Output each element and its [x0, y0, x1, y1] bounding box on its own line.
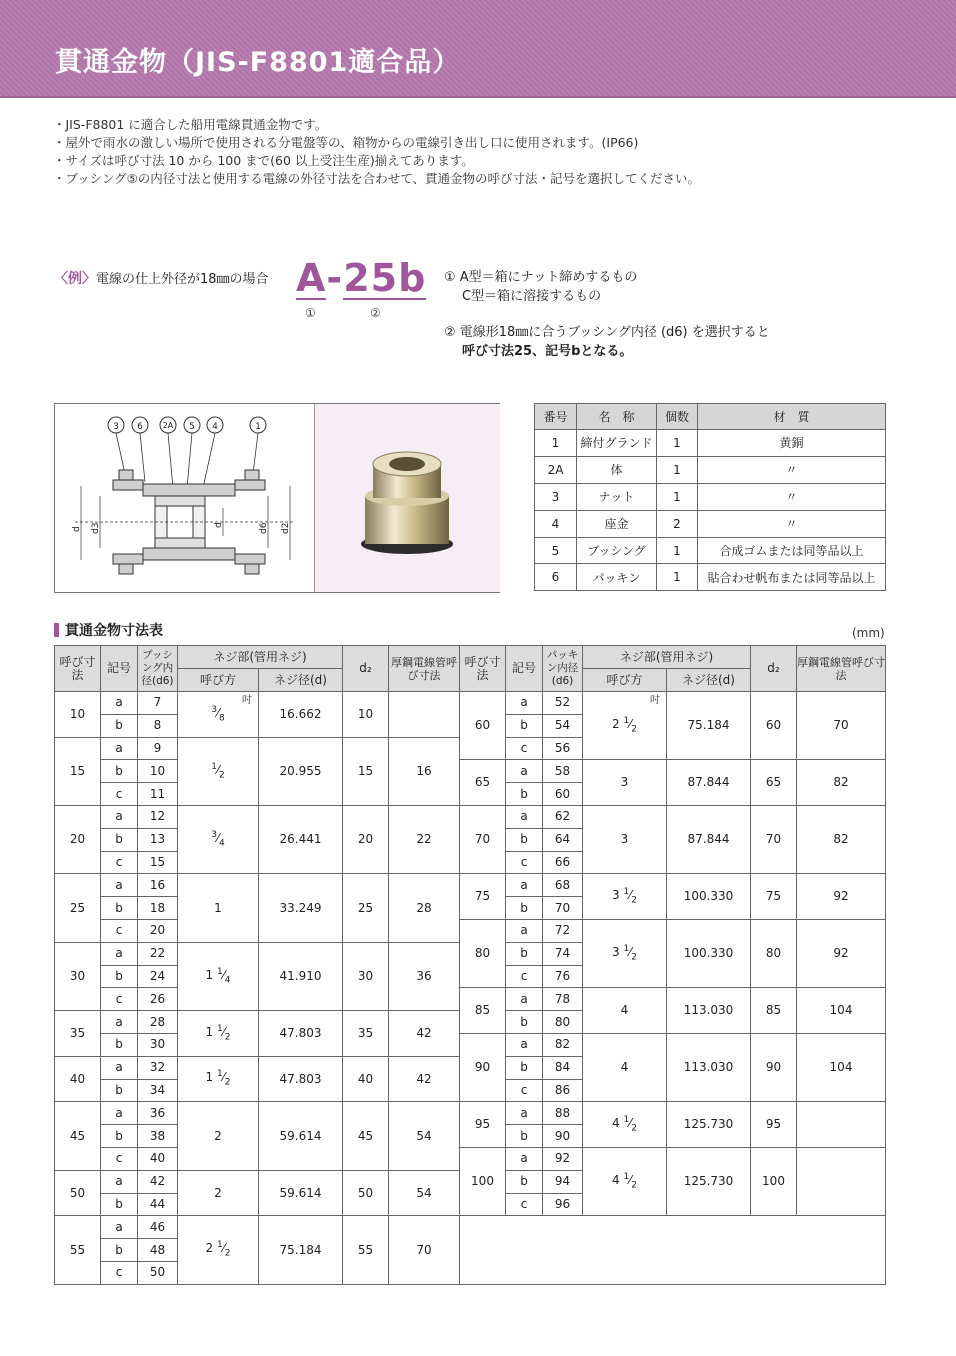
feature-item: ・JIS-F8801 に適合した船用電線貫通金物です。 [53, 117, 328, 132]
empty-block [460, 1216, 886, 1284]
code-value: c [101, 919, 138, 942]
d2-value: 40 [343, 1056, 389, 1102]
model-dash: - [326, 256, 344, 300]
col-thread-right: ネジ部(管用ネジ) [583, 646, 751, 669]
thread-callname: 2 [178, 1102, 259, 1170]
pipe-size: 92 [797, 919, 886, 987]
col-diameter-right: ネジ径(d) [667, 669, 751, 692]
code-value: b [506, 1011, 543, 1034]
col-callname-right: 呼び方 [583, 669, 667, 692]
size-value: 90 [460, 1033, 506, 1101]
packing-diameter: 92 [543, 1147, 583, 1170]
parts-col-material: 材 質 [698, 404, 886, 430]
pipe-size: 54 [389, 1170, 460, 1216]
packing-diameter: 76 [543, 965, 583, 988]
parts-col-number: 番号 [535, 404, 577, 430]
col-thread-left: ネジ部(管用ネジ) [178, 646, 343, 669]
packing-diameter: 96 [543, 1193, 583, 1216]
pipe-size: 16 [389, 737, 460, 805]
thread-diameter: 87.844 [667, 805, 751, 873]
bushing-diameter: 42 [138, 1170, 178, 1193]
code-value: b [101, 1125, 138, 1148]
packing-diameter: 80 [543, 1011, 583, 1034]
size-value: 45 [55, 1102, 101, 1170]
size-value: 100 [460, 1147, 506, 1215]
thread-diameter: 59.614 [259, 1170, 343, 1216]
size-value: 40 [55, 1056, 101, 1102]
code-value: c [101, 783, 138, 806]
code-value: a [506, 805, 543, 828]
code-value: c [101, 1147, 138, 1170]
code-value: b [506, 1170, 543, 1193]
thread-callname: 2 $^1⁄_2$ 吋 [583, 692, 667, 760]
part-number: 3 [535, 483, 577, 510]
size-value: 75 [460, 874, 506, 920]
part-number: 5 [535, 537, 577, 564]
pipe-size: 22 [389, 805, 460, 873]
thread-callname: 4 [583, 988, 667, 1034]
bushing-diameter: 11 [138, 783, 178, 806]
parts-table [534, 403, 886, 591]
bushing-diameter: 18 [138, 897, 178, 920]
feature-item: ・屋外で雨水の激しい場所で使用される分電盤等の、箱物からの電線引き出し口に使用されます。(IP66) [53, 135, 639, 150]
packing-diameter: 68 [543, 874, 583, 897]
thread-callname: 1 $^1⁄_2$ [178, 1056, 259, 1102]
thread-diameter: 87.844 [667, 760, 751, 806]
part-material: 〃 [698, 456, 886, 483]
packing-diameter: 94 [543, 1170, 583, 1193]
parts-header-row [535, 404, 886, 430]
parts-row [535, 510, 886, 537]
bushing-diameter: 30 [138, 1033, 178, 1056]
model-mark-1: ① [305, 306, 316, 320]
part-name: パッキン [577, 564, 657, 591]
part-number: 1 [535, 430, 577, 457]
pipe-size: 82 [797, 805, 886, 873]
part-qty: 1 [657, 564, 698, 591]
code-value: b [506, 783, 543, 806]
bushing-diameter: 50 [138, 1261, 178, 1284]
code-value: a [101, 1011, 138, 1034]
size-value: 95 [460, 1102, 506, 1148]
d2-value: 50 [343, 1170, 389, 1216]
d2-value: 95 [751, 1102, 797, 1148]
thread-diameter: 113.030 [667, 988, 751, 1034]
part-material: 〃 [698, 483, 886, 510]
packing-diameter: 60 [543, 783, 583, 806]
d2-value: 75 [751, 874, 797, 920]
product-photo [314, 404, 500, 592]
code-value: a [101, 1056, 138, 1079]
model-code [296, 256, 426, 300]
dim-d6: d6 [259, 522, 269, 534]
packing-diameter: 70 [543, 897, 583, 920]
code-value: b [101, 714, 138, 737]
dim-d-inner: d [214, 522, 224, 528]
thread-callname: 4 [583, 1033, 667, 1101]
size-value: 55 [55, 1216, 101, 1284]
parts-row [535, 564, 886, 591]
pipe-size: 92 [797, 874, 886, 920]
model-type: A [296, 256, 327, 300]
bushing-diameter: 46 [138, 1216, 178, 1239]
size-value: 35 [55, 1011, 101, 1057]
thread-callname: $^3⁄_8$ 吋 [178, 692, 259, 738]
pipe-size: 82 [797, 760, 886, 806]
pipe-size: 104 [797, 988, 886, 1034]
packing-diameter: 72 [543, 919, 583, 942]
part-qty: 1 [657, 483, 698, 510]
col-pipe-left: 厚鋼電線管呼び寸法 [389, 646, 460, 692]
code-value: b [101, 1193, 138, 1216]
code-value: a [101, 692, 138, 715]
code-value: b [101, 1079, 138, 1102]
code-value: b [506, 714, 543, 737]
thread-callname: 1 [178, 874, 259, 942]
bushing-diameter: 34 [138, 1079, 178, 1102]
thread-callname: $^1⁄_2$ [178, 737, 259, 805]
code-value: a [506, 1033, 543, 1056]
thread-diameter: 47.803 [259, 1011, 343, 1057]
note-1: ① A型＝箱にナット締めするもの C型＝箱に溶接するもの [444, 270, 638, 304]
bushing-diameter: 44 [138, 1193, 178, 1216]
size-value: 10 [55, 692, 101, 738]
code-value: b [506, 1056, 543, 1079]
col-size-right: 呼び寸法 [460, 646, 506, 692]
col-code-left: 記号 [101, 646, 138, 692]
model-mark-2: ② [370, 306, 381, 320]
size-value: 25 [55, 874, 101, 942]
packing-diameter: 58 [543, 760, 583, 783]
code-value: b [506, 828, 543, 851]
packing-diameter: 86 [543, 1079, 583, 1102]
thread-callname: 2 $^1⁄_2$ [178, 1216, 259, 1284]
pipe-size: 104 [797, 1033, 886, 1101]
d2-value: 70 [751, 805, 797, 873]
d2-value: 35 [343, 1011, 389, 1057]
col-bushing-left: ブッシング内径(d6) [138, 646, 178, 692]
bushing-diameter: 9 [138, 737, 178, 760]
d2-value: 100 [751, 1147, 797, 1215]
code-value: a [101, 874, 138, 897]
bushing-diameter: 48 [138, 1239, 178, 1262]
callout-5: 5 [189, 422, 195, 432]
thread-diameter: 113.030 [667, 1033, 751, 1101]
packing-diameter: 82 [543, 1033, 583, 1056]
packing-diameter: 52 [543, 692, 583, 715]
pipe-size [389, 692, 460, 738]
bushing-diameter: 38 [138, 1125, 178, 1148]
col-callname-left: 呼び方 [178, 669, 259, 692]
bushing-diameter: 40 [138, 1147, 178, 1170]
code-value: b [101, 828, 138, 851]
title-banner [0, 0, 956, 98]
pipe-size: 42 [389, 1056, 460, 1102]
pipe-size: 42 [389, 1011, 460, 1057]
dim-d-outer: d [72, 526, 82, 532]
packing-diameter: 84 [543, 1056, 583, 1079]
callout-4: 4 [212, 422, 218, 432]
bushing-diameter: 24 [138, 965, 178, 988]
part-qty: 2 [657, 510, 698, 537]
d2-value: 15 [343, 737, 389, 805]
code-value: c [506, 851, 543, 874]
table-row [55, 805, 886, 828]
table-row [55, 874, 886, 897]
part-qty: 1 [657, 456, 698, 483]
col-size-left: 呼び寸法 [55, 646, 101, 692]
page-title: 貫通金物（JIS-F8801適合品） [55, 47, 461, 78]
code-value: b [101, 1033, 138, 1056]
size-value: 30 [55, 942, 101, 1010]
thread-callname: 3 [583, 760, 667, 806]
thread-diameter: 125.730 [667, 1147, 751, 1215]
code-value: a [101, 737, 138, 760]
col-diameter-left: ネジ径(d) [259, 669, 343, 692]
code-value: c [101, 851, 138, 874]
part-material: 〃 [698, 510, 886, 537]
figure-panel [54, 403, 500, 593]
code-value: b [101, 760, 138, 783]
callout-3: 3 [113, 422, 119, 432]
packing-diameter: 88 [543, 1102, 583, 1125]
size-value: 15 [55, 737, 101, 805]
thread-callname: 4 $^1⁄_2$ [583, 1102, 667, 1148]
parts-row [535, 430, 886, 457]
pipe-size: 28 [389, 874, 460, 942]
feature-item: ・ブッシング⑤の内径寸法と使用する電線の外径寸法を合わせて、貫通金物の呼び寸法・記号を選択してください。 [53, 171, 701, 186]
d2-value: 55 [343, 1216, 389, 1284]
bushing-diameter: 8 [138, 714, 178, 737]
cross-section-diagram [55, 404, 314, 592]
part-qty: 1 [657, 430, 698, 457]
col-d2-right: d₂ [751, 646, 797, 692]
thread-diameter: 47.803 [259, 1056, 343, 1102]
note-2: ② 電線形18㎜に合うブッシング内径 (d6) を選択すると 呼び寸法25、記号bとなる。 [444, 325, 770, 359]
packing-diameter: 66 [543, 851, 583, 874]
bushing-diameter: 13 [138, 828, 178, 851]
feature-list [53, 116, 700, 188]
thread-diameter: 16.662 [259, 692, 343, 738]
code-value: a [506, 1147, 543, 1170]
part-number: 4 [535, 510, 577, 537]
code-value: a [101, 805, 138, 828]
parts-row [535, 483, 886, 510]
example-label [54, 268, 269, 288]
thread-callname: 1 $^1⁄_2$ [178, 1011, 259, 1057]
part-name: ナット [577, 483, 657, 510]
code-value: b [101, 897, 138, 920]
part-qty: 1 [657, 537, 698, 564]
thread-callname: 3 $^1⁄_2$ [583, 874, 667, 920]
code-value: c [506, 965, 543, 988]
callout-6: 6 [137, 422, 143, 432]
feature-item: ・サイズは呼び寸法 10 から 100 まで(60 以上受注生産)揃えてあります。 [53, 153, 474, 168]
bushing-diameter: 12 [138, 805, 178, 828]
thread-diameter: 26.441 [259, 805, 343, 873]
dimension-table [54, 645, 886, 1285]
d2-value: 30 [343, 942, 389, 1010]
packing-diameter: 64 [543, 828, 583, 851]
table-row [55, 1102, 886, 1125]
parts-row [535, 537, 886, 564]
size-value: 65 [460, 760, 506, 806]
packing-diameter: 56 [543, 737, 583, 760]
code-value: b [506, 897, 543, 920]
pipe-size: 70 [389, 1216, 460, 1284]
packing-diameter: 78 [543, 988, 583, 1011]
thread-diameter: 20.955 [259, 737, 343, 805]
code-value: a [506, 874, 543, 897]
bushing-diameter: 26 [138, 988, 178, 1011]
packing-diameter: 54 [543, 714, 583, 737]
part-number: 6 [535, 564, 577, 591]
dim-d2: d2 [281, 522, 291, 534]
part-name: 体 [577, 456, 657, 483]
pipe-size: 36 [389, 942, 460, 1010]
callout-1: 1 [255, 422, 261, 432]
pipe-size [797, 1147, 886, 1215]
code-value: c [101, 988, 138, 1011]
thread-diameter: 100.330 [667, 874, 751, 920]
example-text: 電線の仕上外径が18㎜の場合 [96, 272, 269, 287]
code-value: a [101, 942, 138, 965]
callout-2a: 2A [162, 421, 174, 430]
bushing-diameter: 28 [138, 1011, 178, 1034]
table-row [55, 692, 886, 715]
thread-diameter: 100.330 [667, 919, 751, 987]
bushing-diameter: 16 [138, 874, 178, 897]
code-value: a [506, 919, 543, 942]
code-value: c [506, 737, 543, 760]
packing-diameter: 62 [543, 805, 583, 828]
code-value: a [506, 692, 543, 715]
d2-value: 45 [343, 1102, 389, 1170]
size-value: 50 [55, 1170, 101, 1216]
thread-callname: 2 [178, 1170, 259, 1216]
thread-callname: 3 $^1⁄_2$ [583, 919, 667, 987]
part-material: 合成ゴムまたは同等品以上 [698, 537, 886, 564]
code-value: a [101, 1102, 138, 1125]
section-title: 貫通金物寸法表 [54, 620, 163, 640]
d2-value: 65 [751, 760, 797, 806]
pipe-size [797, 1102, 886, 1148]
unit-inch-label: 吋 [650, 695, 660, 706]
code-value: a [506, 760, 543, 783]
packing-diameter: 74 [543, 942, 583, 965]
parts-col-qty: 個数 [657, 404, 698, 430]
parts-col-name: 名 称 [577, 404, 657, 430]
bushing-diameter: 20 [138, 919, 178, 942]
bushing-diameter: 32 [138, 1056, 178, 1079]
col-d2-left: d₂ [343, 646, 389, 692]
part-name: 締付グランド [577, 430, 657, 457]
bushing-diameter: 10 [138, 760, 178, 783]
part-number: 2A [535, 456, 577, 483]
d2-value: 60 [751, 692, 797, 760]
code-value: b [101, 1239, 138, 1262]
part-material: 黄銅 [698, 430, 886, 457]
model-size: 25b [343, 256, 427, 300]
parts-row [535, 456, 886, 483]
unit-inch-label: 吋 [242, 695, 252, 706]
code-value: c [506, 1079, 543, 1102]
part-material: 貼合わせ帆布または同等品以上 [698, 564, 886, 591]
thread-diameter: 75.184 [259, 1216, 343, 1284]
code-value: b [506, 942, 543, 965]
thread-callname: 3 [583, 805, 667, 873]
code-value: a [101, 1170, 138, 1193]
code-value: a [101, 1216, 138, 1239]
col-packing-right: パッキン内径(d6) [543, 646, 583, 692]
code-value: b [506, 1125, 543, 1148]
thread-diameter: 41.910 [259, 942, 343, 1010]
bushing-diameter: 22 [138, 942, 178, 965]
d2-value: 20 [343, 805, 389, 873]
thread-callname: 4 $^1⁄_2$ [583, 1147, 667, 1215]
d2-value: 80 [751, 919, 797, 987]
table-row [55, 1216, 886, 1239]
code-value: c [101, 1261, 138, 1284]
d2-value: 90 [751, 1033, 797, 1101]
size-value: 20 [55, 805, 101, 873]
size-value: 60 [460, 692, 506, 760]
size-value: 85 [460, 988, 506, 1034]
code-value: a [506, 988, 543, 1011]
thread-diameter: 125.730 [667, 1102, 751, 1148]
bushing-diameter: 7 [138, 692, 178, 715]
d2-value: 25 [343, 874, 389, 942]
thread-diameter: 33.249 [259, 874, 343, 942]
col-pipe-right: 厚鋼電線管呼び寸法 [797, 646, 886, 692]
code-value: c [506, 1193, 543, 1216]
size-value: 80 [460, 919, 506, 987]
code-value: b [101, 965, 138, 988]
pipe-size: 70 [797, 692, 886, 760]
bushing-diameter: 36 [138, 1102, 178, 1125]
packing-diameter: 90 [543, 1125, 583, 1148]
example-tag: 〈例〉 [54, 271, 96, 287]
thread-diameter: 75.184 [667, 692, 751, 760]
pipe-size: 54 [389, 1102, 460, 1170]
col-code-right: 記号 [506, 646, 543, 692]
d2-value: 10 [343, 692, 389, 738]
bushing-diameter: 15 [138, 851, 178, 874]
thread-callname: 1 $^1⁄_4$ [178, 942, 259, 1010]
d2-value: 85 [751, 988, 797, 1034]
code-value: a [506, 1102, 543, 1125]
unit-label: (mm) [852, 626, 885, 640]
thread-callname: $^3⁄_4$ [178, 805, 259, 873]
thread-diameter: 59.614 [259, 1102, 343, 1170]
size-value: 70 [460, 805, 506, 873]
part-name: ブッシング [577, 537, 657, 564]
part-name: 座金 [577, 510, 657, 537]
dim-d3: d3 [91, 522, 101, 534]
